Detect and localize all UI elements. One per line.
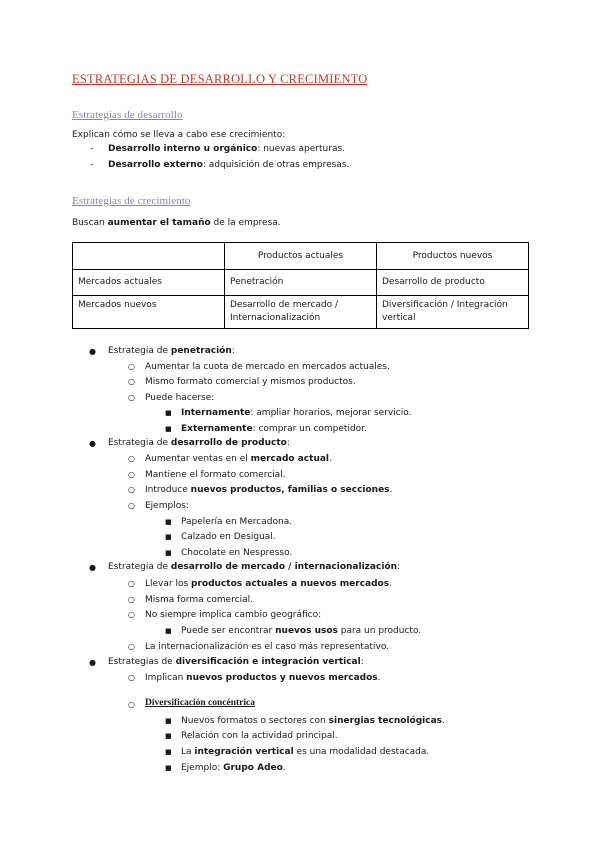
list-item: Mantiene el formato comercial. (145, 470, 286, 480)
circle-bullet-icon: ○ (128, 470, 135, 479)
circle-bullet-icon: ○ (128, 454, 135, 463)
list-item: Relación con la actividad principal. (181, 731, 338, 741)
square-bullet-icon: ■ (165, 533, 172, 541)
circle-bullet-icon: ○ (128, 501, 135, 510)
bullet-icon: ● (89, 347, 96, 356)
list-item: Misma forma comercial. (145, 595, 254, 605)
square-bullet-icon: ■ (165, 409, 172, 417)
list-item: No siempre implica cambio geográfico: (145, 610, 322, 620)
list-item: Ejemplo: Grupo Adeo. (181, 763, 286, 773)
square-bullet-icon: ■ (165, 549, 172, 557)
bullet-icon: ● (89, 563, 96, 572)
table-row (73, 243, 529, 270)
document-page: ESTRATEGIAS DE DESARROLLO Y CRECIMIENTO Estrategias de desarrollo Explican cómo se lleva a cabo ese crecimiento: - Desarrollo interno u orgánico: nuevas aperturas. - Desarrollo externo: adquisición de otras empresas. Estrategias de crecimiento Buscan aumentar el tamaño de la empresa. Productos actuales Productos nuevos Mercados actuales Penetración Desarrollo de producto Mercados nuevos Desarrollo de mercado / Internacionalización Diversificación / Integración vertical ● Estrategia de penetración: ○ Aumentar la cuota de mercado en mercados actuales. ○ Mismo formato comercial y mismos productos. ○ Puede hacerse: ■ Internamente: ampliar horarios, mejorar servicio. ■ Externamente: comprar un competidor. ● Estrategia de desarrollo de producto: ○ Aumentar ventas en el mercado actual. ○ Mantiene el formato comercial. ○ Introduce nuevos productos, familias o secciones. ○ Ejemplos: ■ Papelería en Mercadona. ■ Calzado en Desigual. ■ Chocolate en Nespresso. ● Estrategia de desarrollo de mercado / internacionalización: ○ Llevar los productos actuales a nuevos mercados. ○ Misma forma comercial. ○ No siempre implica cambio geográfico: ■ Puede ser encontrar nuevos usos para un producto. ○ La internacionalización es el caso más representativo. ● Estrategias de diversificación e integración vertical: ○ Implican nuevos productos y nuevos mercados. ○ Diversificación concéntrica ■ Nuevos formatos o sectores con sinergias tecnológicas. ■ Relación con la actividad principal. ■ La integración vertical es una modalidad destacada. ■ Ejemplo: Grupo Adeo. (0, 0, 600, 848)
circle-bullet-icon: ○ (128, 642, 135, 651)
circle-bullet-icon: ○ (128, 673, 135, 682)
list-item: Estrategia de desarrollo de mercado / internacionalización: (108, 562, 401, 572)
list-item: Aumentar ventas en el mercado actual. (145, 454, 332, 464)
list-item: Estrategia de desarrollo de producto: (108, 438, 290, 448)
circle-bullet-icon: ○ (128, 393, 135, 402)
circle-bullet-icon: ○ (128, 485, 135, 494)
document-title: ESTRATEGIAS DE DESARROLLO Y CRECIMIENTO (72, 72, 368, 86)
circle-bullet-icon: ○ (128, 610, 135, 619)
table-cell: Desarrollo de mercado / Internacionalización (225, 296, 377, 329)
list-item: Chocolate en Nespresso. (181, 548, 293, 558)
table-row-header: Mercados nuevos (73, 296, 225, 329)
square-bullet-icon: ■ (165, 518, 172, 526)
square-bullet-icon: ■ (165, 425, 172, 433)
list-item: Internamente: ampliar horarios, mejorar servicio. (181, 408, 412, 418)
list-item: Estrategia de penetración: (108, 346, 235, 356)
square-bullet-icon: ■ (165, 732, 172, 740)
section-heading-crecimiento: Estrategias de crecimiento (72, 195, 191, 207)
table-cell: Diversificación / Integración vertical (377, 296, 529, 329)
bullet-icon: ● (89, 658, 96, 667)
square-bullet-icon: ■ (165, 627, 172, 635)
list-item: Ejemplos: (145, 501, 189, 511)
table-cell: Desarrollo de producto (377, 270, 529, 296)
table-cell (73, 243, 225, 270)
list-item: Calzado en Desigual. (181, 532, 276, 542)
table-row-header: Mercados actuales (73, 270, 225, 296)
list-item: Mismo formato comercial y mismos productos. (145, 377, 356, 387)
table-cell: Penetración (225, 270, 377, 296)
table-header-cell: Productos actuales (225, 243, 377, 270)
square-bullet-icon: ■ (165, 748, 172, 756)
crecimiento-intro: Buscan aumentar el tamaño de la empresa. (72, 218, 281, 228)
list-item: Puede ser encontrar nuevos usos para un producto. (181, 626, 422, 636)
desarrollo-intro: Explican cómo se lleva a cabo ese crecimiento: (72, 130, 286, 140)
circle-bullet-icon: ○ (128, 595, 135, 604)
list-item: Externamente: comprar un competidor. (181, 424, 367, 434)
section-heading-desarrollo: Estrategias de desarrollo (72, 109, 183, 121)
table-row (73, 296, 529, 329)
circle-bullet-icon: ○ (128, 700, 135, 709)
list-item: Llevar los productos actuales a nuevos mercados. (145, 579, 392, 589)
subheading-diversificacion-concentrica: Diversificación concéntrica (145, 698, 256, 708)
list-item: Implican nuevos productos y nuevos mercados. (145, 673, 381, 683)
table-header-cell: Productos nuevos (377, 243, 529, 270)
circle-bullet-icon: ○ (128, 377, 135, 386)
list-item: Aumentar la cuota de mercado en mercados actuales. (145, 362, 390, 372)
table-row (73, 270, 529, 296)
list-item: La integración vertical es una modalidad destacada. (181, 747, 430, 757)
bullet-icon: ● (89, 439, 96, 448)
list-item: Papelería en Mercadona. (181, 517, 293, 527)
circle-bullet-icon: ○ (128, 362, 135, 371)
list-item: Nuevos formatos o sectores con sinergias tecnológicas. (181, 716, 445, 726)
list-item: Estrategias de diversificación e integración vertical: (108, 657, 364, 667)
square-bullet-icon: ■ (165, 717, 172, 725)
list-item: Introduce nuevos productos, familias o secciones. (145, 485, 393, 495)
list-item: Puede hacerse: (145, 393, 215, 403)
ansoff-matrix-table (72, 242, 529, 329)
circle-bullet-icon: ○ (128, 579, 135, 588)
square-bullet-icon: ■ (165, 764, 172, 772)
list-item: La internacionalización es el caso más representativo. (145, 642, 390, 652)
